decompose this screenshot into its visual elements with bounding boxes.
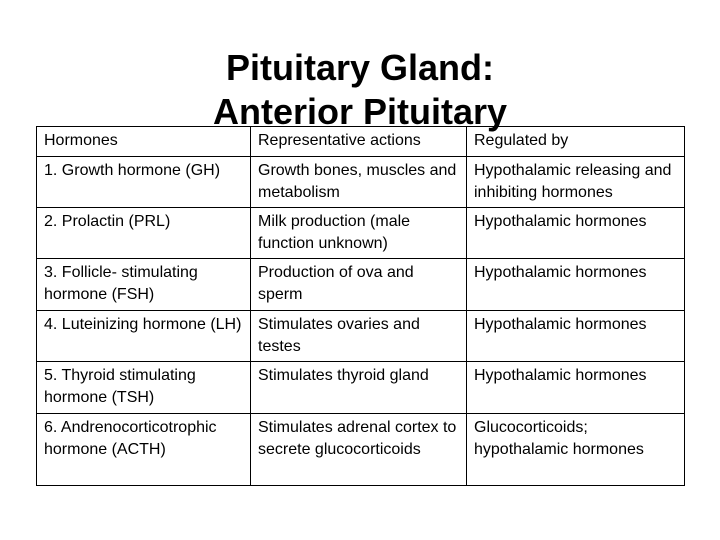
regulation-cell: Glucocorticoids; hypothalamic hormones [467, 414, 685, 486]
header-regulated-by: Regulated by [467, 127, 685, 157]
hormone-cell: 5. Thyroid stimulating hormone (TSH) [37, 362, 251, 414]
table-row [37, 208, 685, 259]
regulation-cell: Hypothalamic hormones [467, 311, 685, 362]
action-cell: Stimulates adrenal cortex to secrete glucocorticoids [251, 414, 467, 486]
regulation-cell: Hypothalamic releasing and inhibiting hormones [467, 157, 685, 208]
table-row [37, 259, 685, 311]
table-row [37, 414, 685, 486]
regulation-cell: Hypothalamic hormones [467, 362, 685, 414]
regulation-cell: Hypothalamic hormones [467, 208, 685, 259]
action-cell: Milk production (male function unknown) [251, 208, 467, 259]
slide-title [0, 46, 720, 134]
hormone-table [36, 126, 685, 486]
hormone-cell: 3. Follicle- stimulating hormone (FSH) [37, 259, 251, 311]
slide-title-line-1: Pituitary Gland: [225, 47, 495, 89]
hormone-cell: 6. Andrenocorticotrophic hormone (ACTH) [37, 414, 251, 486]
slide-title-line-2: Anterior Pituitary [212, 91, 508, 133]
hormone-cell: 4. Luteinizing hormone (LH) [37, 311, 251, 362]
header-representative-actions: Representative actions [251, 127, 467, 157]
hormone-cell: 1. Growth hormone (GH) [37, 157, 251, 208]
action-cell: Stimulates ovaries and testes [251, 311, 467, 362]
action-cell: Growth bones, muscles and metabolism [251, 157, 467, 208]
hormone-cell: 2. Prolactin (PRL) [37, 208, 251, 259]
action-cell: Production of ova and sperm [251, 259, 467, 311]
header-hormones: Hormones [37, 127, 251, 157]
regulation-cell: Hypothalamic hormones [467, 259, 685, 311]
table-row [37, 157, 685, 208]
table-row [37, 362, 685, 414]
table-header-row [37, 127, 685, 157]
action-cell: Stimulates thyroid gland [251, 362, 467, 414]
table-row [37, 311, 685, 362]
